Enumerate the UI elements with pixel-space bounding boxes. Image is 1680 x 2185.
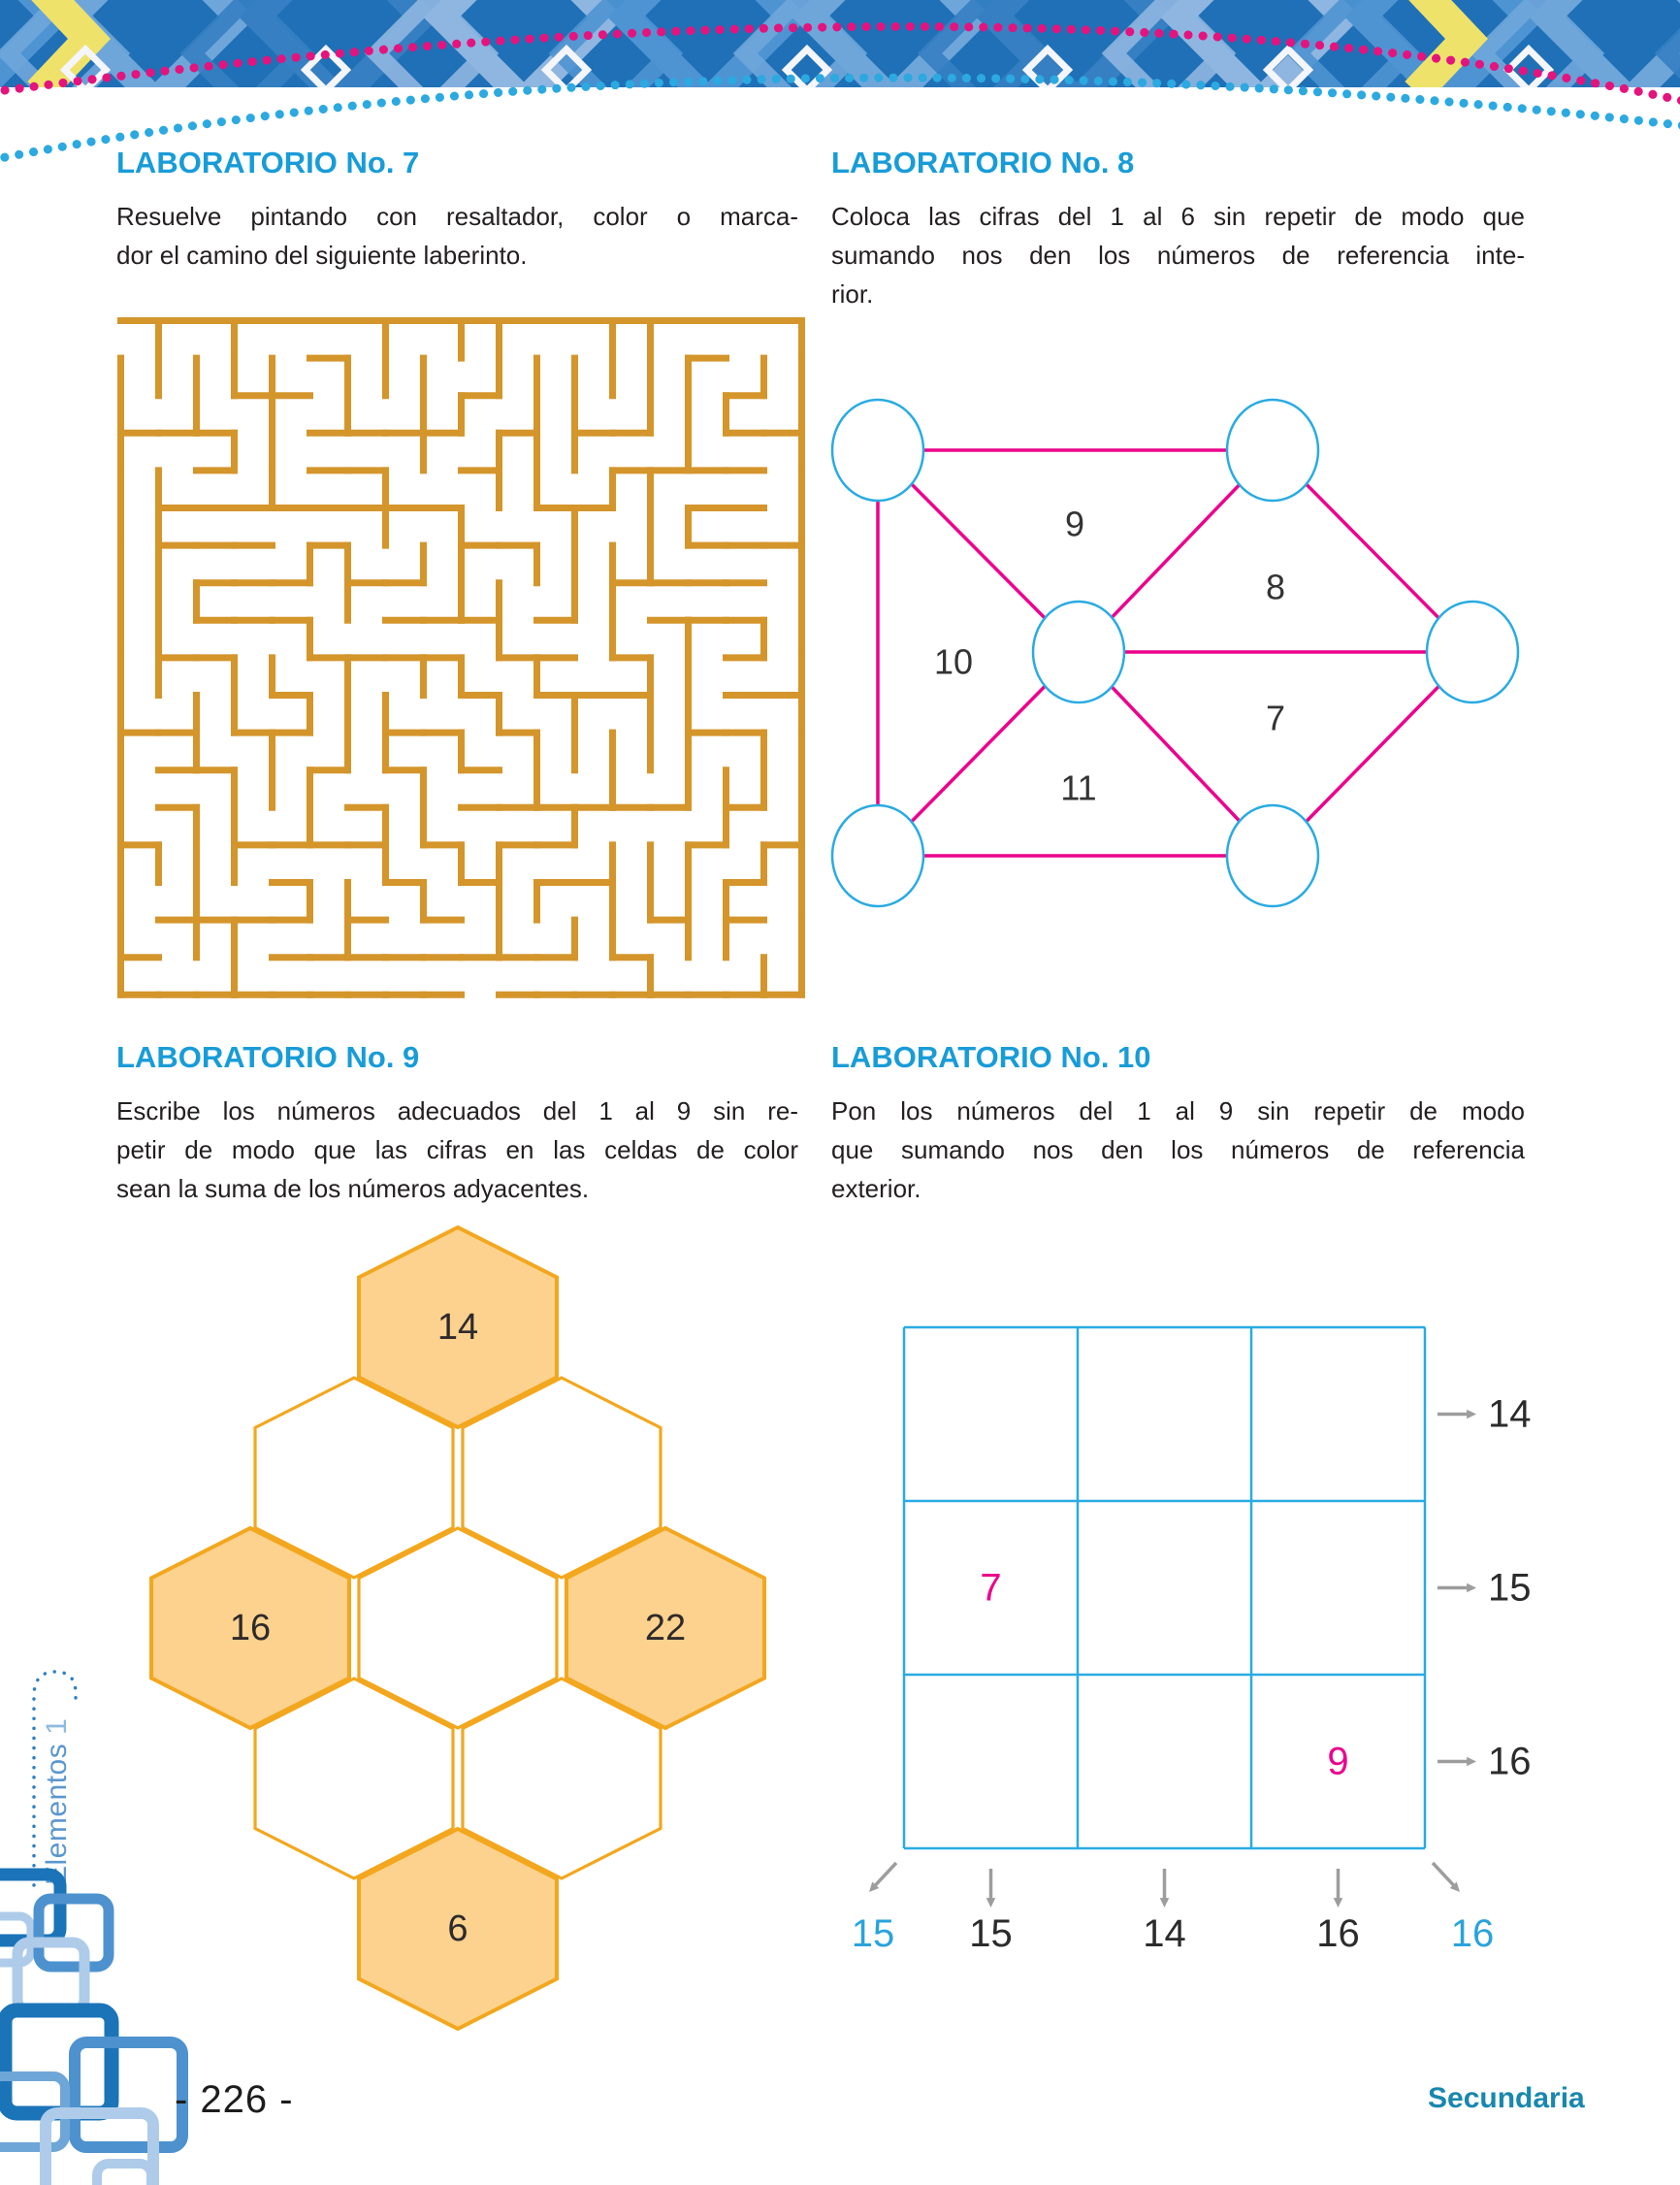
target-arrowhead: [1160, 1898, 1170, 1908]
hex-value: 16: [229, 1608, 272, 1648]
grid-cell-value: 9: [1327, 1740, 1349, 1783]
col-target: 14: [1143, 1912, 1186, 1955]
lab8-text: [831, 197, 1525, 313]
lab9-line-2: petir de modo que las cifras en las celdas de color: [116, 1135, 798, 1164]
lab10-line-2: que sumando nos den los números de referencia: [831, 1135, 1525, 1164]
col-target: 16: [1316, 1912, 1360, 1955]
target-arrow: [1433, 1863, 1456, 1888]
col-target: 15: [969, 1912, 1013, 1955]
lab8-title: LABORATORIO No. 8: [831, 146, 1135, 179]
graph-sum-label: 11: [1060, 767, 1097, 808]
graph-sum-label: 7: [1265, 698, 1286, 738]
lab10-line-1: Pon los números del 1 al 9 sin repetir de modo: [831, 1096, 1525, 1125]
graph-node-bottom-right: [1227, 805, 1318, 906]
maze-walls: [121, 321, 802, 995]
lab9-title: LABORATORIO No. 9: [116, 1040, 420, 1074]
target-arrowhead: [1467, 1583, 1476, 1593]
lab9-text: [116, 1092, 798, 1208]
target-arrowhead: [1334, 1898, 1343, 1908]
decorative-square: [97, 2164, 151, 2185]
maze-figure: [117, 317, 805, 999]
graph-sum-label: 10: [933, 641, 974, 682]
honeycomb-figure: [136, 1218, 776, 2042]
sidebar-series-word: Elementos: [41, 1743, 73, 1885]
diag-target: 16: [1450, 1912, 1495, 1955]
lab7-title: LABORATORIO No. 7: [116, 146, 420, 179]
row-target: 16: [1488, 1740, 1532, 1783]
row-target: 15: [1488, 1566, 1532, 1610]
decorative-square: [39, 1899, 109, 1967]
target-arrow: [873, 1863, 896, 1888]
decorative-square: [5, 2010, 112, 2113]
graph-node-bottom-left: [832, 805, 923, 906]
lab7-text: [116, 197, 798, 275]
target-arrowhead: [1467, 1757, 1476, 1767]
lab7-line-2: dor el camino del siguiente laberinto.: [116, 241, 528, 270]
graph-node-center: [1033, 602, 1124, 702]
decorative-square: [75, 2042, 182, 2147]
lab9-line-1: Escribe los números adecuados del 1 al 9 sin re-: [116, 1096, 798, 1125]
lab7-line-1: Resuelve pintando con resaltador, color o marca-: [116, 202, 798, 231]
graph-sum-label: 9: [1064, 504, 1085, 544]
magic-grid-figure: [844, 1290, 1581, 1970]
row-target: 14: [1488, 1392, 1532, 1436]
lab10-title: LABORATORIO No. 10: [831, 1040, 1151, 1074]
lab8-line-3: rior.: [831, 279, 874, 309]
band-pattern: [0, 0, 1680, 109]
graph-sum-label: 8: [1265, 567, 1286, 607]
lab10-text: [831, 1092, 1525, 1208]
lab8-line-2: sumando nos den los números de referencia inte-: [831, 241, 1525, 270]
grid-cell-value: 7: [980, 1566, 1002, 1610]
sum-graph-figure: [815, 378, 1533, 922]
lab9-line-3: sean la suma de los números adyacentes.: [116, 1174, 590, 1203]
sidebar-series-number: 1: [41, 1717, 73, 1735]
sidebar-series-label: [41, 1691, 74, 1885]
graph-node-top-left: [832, 400, 923, 501]
hex-value: 22: [644, 1608, 687, 1648]
graph-node-top-right: [1227, 400, 1318, 501]
corner-squares-decoration: [0, 1863, 204, 2185]
lab8-line-1: Coloca las cifras del 1 al 6 sin repetir de modo que: [831, 202, 1525, 231]
page-number: - 226 -: [175, 2078, 294, 2121]
brand-logo-text: Secundaria: [1428, 2082, 1585, 2114]
lab10-line-3: exterior.: [831, 1174, 921, 1203]
target-arrowhead: [986, 1898, 996, 1908]
graph-node-right: [1427, 602, 1518, 702]
target-arrowhead: [1467, 1410, 1476, 1419]
hex-value: 6: [447, 1908, 468, 1949]
hex-value: 14: [436, 1307, 479, 1348]
diag-target: 15: [851, 1912, 895, 1955]
